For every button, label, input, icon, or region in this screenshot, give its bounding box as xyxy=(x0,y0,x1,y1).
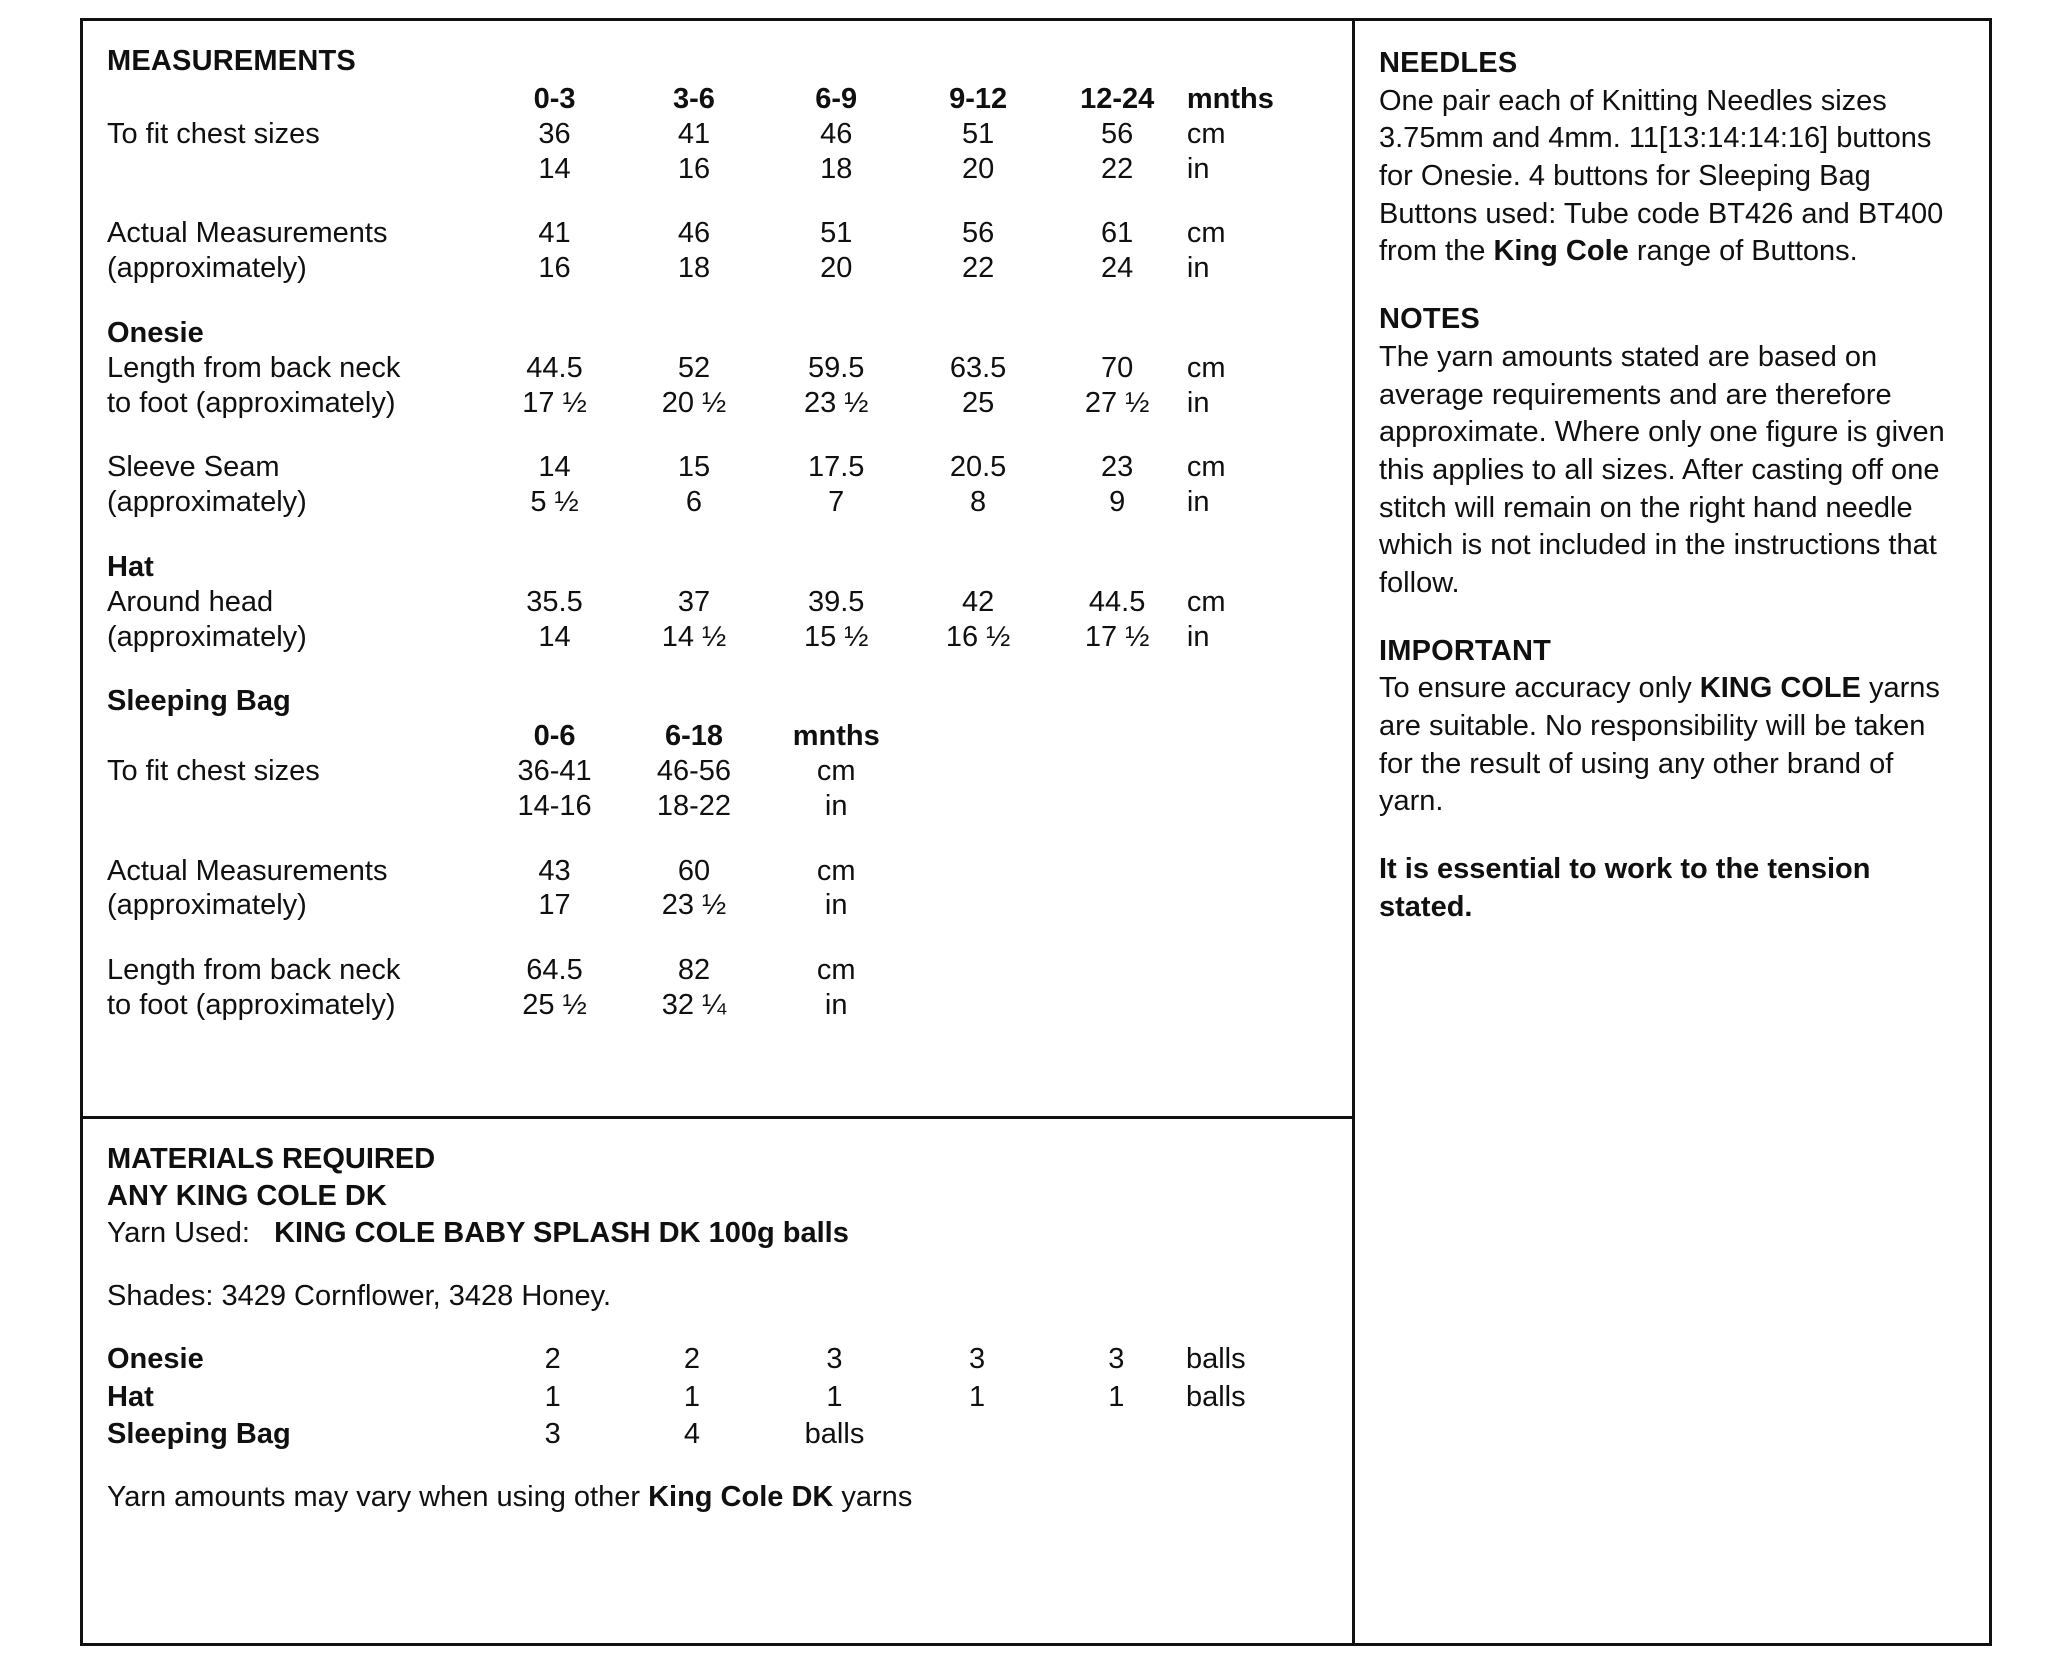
row-value: 61 xyxy=(1101,217,1134,250)
size-header-3: 9-12 xyxy=(949,83,1008,115)
quantity-label: Hat xyxy=(107,1380,154,1413)
quantity-value: 3 xyxy=(969,1343,986,1376)
row-value: 14 xyxy=(538,620,571,653)
footnote-post: yarns xyxy=(833,1480,913,1513)
table-row xyxy=(107,152,1332,187)
table-row xyxy=(107,620,1332,655)
row-value: 23 ½ xyxy=(661,889,727,922)
important-heading: IMPORTANT xyxy=(1379,634,1552,667)
sleeping-bag-subheading: Sleeping Bag xyxy=(107,685,291,718)
materials-heading-line1: MATERIALS REQUIRED xyxy=(107,1143,436,1175)
row-unit: cm xyxy=(1186,585,1226,618)
row-label: To fit chest sizes xyxy=(107,117,320,150)
measurements-section xyxy=(83,21,1352,1119)
row-unit: cm xyxy=(1186,351,1226,384)
row-value: 16 ½ xyxy=(945,620,1011,653)
spacer-row xyxy=(107,186,1332,216)
quantity-unit: balls xyxy=(1185,1380,1246,1413)
row-value: 37 xyxy=(677,585,711,618)
row-value: 52 xyxy=(677,351,711,384)
row-value: 59.5 xyxy=(807,351,865,384)
quantity-unit: balls xyxy=(1185,1343,1246,1376)
sb-size-header-1: 6-18 xyxy=(664,720,723,753)
needles-text-pre: One pair each of Knitting Needles sizes 3.75mm and 4mm. 11[13:14:14:16] buttons for Onesie. 4 buttons for Sleeping Bag Buttons used: Tube code BT426 and BT400 from the xyxy=(1379,84,1944,268)
hat-subheading: Hat xyxy=(107,550,154,583)
tension-note: It is essential to work to the tension stated. xyxy=(1379,853,1871,923)
footnote-brand: King Cole DK xyxy=(648,1480,834,1513)
table-row xyxy=(107,789,1332,824)
row-value: 35.5 xyxy=(526,585,583,618)
row-value: 51 xyxy=(961,117,995,150)
row-value: 23 ½ xyxy=(803,386,869,419)
table-row-subheading xyxy=(107,550,1332,585)
right-column xyxy=(1355,21,1989,1643)
important-brand: KING COLE xyxy=(1699,672,1861,705)
yarn-used-line xyxy=(107,1215,1332,1252)
important-text-pre: To ensure accuracy only xyxy=(1379,672,1700,705)
sb-size-unit-header: mnths xyxy=(792,720,880,753)
table-row xyxy=(107,251,1332,286)
row-unit: cm xyxy=(816,754,856,787)
table-row-header xyxy=(107,719,1332,754)
row-label: to foot (approximately) xyxy=(107,988,396,1021)
row-value: 17 xyxy=(538,889,571,922)
row-value: 20 xyxy=(961,152,995,185)
measurements-table xyxy=(107,82,1332,1023)
needles-heading: NEEDLES xyxy=(1379,47,1518,79)
row-label: Sleeve Seam xyxy=(107,451,280,484)
row-value: 20 xyxy=(820,252,853,285)
quantity-value: 1 xyxy=(1108,1380,1125,1413)
row-value: 5 ½ xyxy=(530,486,579,519)
row-unit: in xyxy=(1186,386,1210,419)
table-row xyxy=(107,1341,1332,1378)
row-value: 16 xyxy=(677,152,711,185)
spacer-row xyxy=(107,654,1332,684)
row-value: 44.5 xyxy=(1088,585,1146,618)
row-value: 15 xyxy=(677,451,711,484)
measurements-heading: MEASUREMENTS xyxy=(107,45,356,77)
row-unit: in xyxy=(1186,486,1210,519)
quantity-value: 1 xyxy=(826,1380,843,1413)
row-value: 36 xyxy=(538,117,571,150)
row-value: 51 xyxy=(820,217,853,250)
quantity-value: 3 xyxy=(1108,1343,1125,1376)
row-value: 20.5 xyxy=(949,451,1007,484)
row-unit: in xyxy=(824,889,848,922)
row-value: 46 xyxy=(677,217,711,250)
row-value: 70 xyxy=(1101,351,1134,384)
quantity-value: 1 xyxy=(544,1380,561,1413)
row-value: 22 xyxy=(961,252,995,285)
yarn-used-value: KING COLE BABY SPLASH DK 100g balls xyxy=(274,1217,849,1250)
row-value: 6 xyxy=(685,486,703,519)
quantity-unit: balls xyxy=(804,1417,865,1450)
important-text-post: yarns are suitable. No responsibility will be taken for the result of using any other brand of yarn. xyxy=(1379,672,1940,818)
row-value: 16 xyxy=(538,252,571,285)
table-row xyxy=(107,216,1332,251)
notes-heading: NOTES xyxy=(1379,303,1480,336)
needles-text xyxy=(1379,83,1953,271)
shades-line: Shades: 3429 Cornflower, 3428 Honey. xyxy=(107,1280,612,1313)
spacer-row xyxy=(107,824,1332,854)
row-value: 20 ½ xyxy=(661,386,727,419)
quantity-value: 1 xyxy=(969,1380,986,1413)
row-unit: in xyxy=(1186,152,1210,185)
onesie-subheading: Onesie xyxy=(107,316,204,349)
size-header-4: 12-24 xyxy=(1080,83,1155,115)
row-value: 8 xyxy=(970,486,987,519)
row-value: 25 xyxy=(961,386,995,419)
table-row xyxy=(107,485,1332,520)
size-header-2: 6-9 xyxy=(815,83,858,115)
row-label: Length from back neck xyxy=(107,954,401,987)
row-value: 27 ½ xyxy=(1084,386,1150,419)
notes-block xyxy=(1379,301,1953,603)
quantity-value: 2 xyxy=(683,1343,700,1376)
row-unit: cm xyxy=(816,954,856,987)
row-unit: cm xyxy=(1186,217,1226,250)
quantity-label: Sleeping Bag xyxy=(107,1417,291,1450)
row-label: (approximately) xyxy=(107,486,307,519)
row-unit: in xyxy=(824,789,848,822)
yarn-footnote xyxy=(107,1479,1332,1516)
row-label xyxy=(107,789,485,824)
row-value: 42 xyxy=(961,585,995,618)
important-block xyxy=(1379,633,1953,927)
quantity-label: Onesie xyxy=(107,1343,204,1376)
size-header-1: 3-6 xyxy=(673,83,715,115)
size-header-0: 0-3 xyxy=(533,83,576,115)
row-unit: cm xyxy=(816,854,856,887)
row-value: 18 xyxy=(677,252,711,285)
row-label: (approximately) xyxy=(107,252,307,285)
table-row xyxy=(107,888,1332,923)
spacer-row xyxy=(107,923,1332,953)
table-row xyxy=(107,953,1332,988)
table-row xyxy=(107,351,1332,386)
row-value: 46-56 xyxy=(656,754,732,787)
row-label: (approximately) xyxy=(107,620,307,653)
row-label: Length from back neck xyxy=(107,351,401,384)
row-label: To fit chest sizes xyxy=(107,754,320,787)
needles-brand: King Cole xyxy=(1493,235,1629,268)
spacer-row xyxy=(107,420,1332,450)
row-value: 14 xyxy=(538,152,571,185)
row-label: Actual Measurements xyxy=(107,217,388,250)
table-row xyxy=(107,585,1332,620)
spacer-row xyxy=(107,520,1332,550)
notes-text: The yarn amounts stated are based on average requirements and are therefore approximate. Where only one figure is given this applies to all sizes. After casting off one stitch will remain on the right hand needle which is not included in the instructions that follow. xyxy=(1379,340,1945,599)
sb-size-header-0: 0-6 xyxy=(533,720,576,753)
row-value: 44.5 xyxy=(526,351,583,384)
table-row-subheading xyxy=(107,316,1332,351)
table-row xyxy=(107,386,1332,421)
row-value: 17.5 xyxy=(807,451,865,484)
quantity-value: 3 xyxy=(826,1343,843,1376)
row-label: (approximately) xyxy=(107,889,307,922)
footnote-pre: Yarn amounts may vary when using other xyxy=(107,1480,649,1513)
row-value: 18-22 xyxy=(656,789,732,822)
quantity-value: 4 xyxy=(683,1417,700,1450)
row-value: 14-16 xyxy=(517,789,592,822)
row-value: 18 xyxy=(820,152,853,185)
yarn-quantities-table xyxy=(107,1341,1332,1452)
quantity-value: 2 xyxy=(544,1343,561,1376)
table-row xyxy=(107,1379,1332,1416)
row-value: 56 xyxy=(961,217,995,250)
table-row xyxy=(107,754,1332,789)
row-value: 22 xyxy=(1101,152,1134,185)
row-value: 41 xyxy=(677,117,711,150)
row-value: 15 ½ xyxy=(803,620,869,653)
table-row xyxy=(107,117,1332,152)
table-row xyxy=(107,988,1332,1023)
row-value: 9 xyxy=(1109,486,1126,519)
spacer-row xyxy=(107,286,1332,316)
quantity-value: 1 xyxy=(683,1380,700,1413)
row-unit: cm xyxy=(1186,451,1226,484)
needles-text-post: range of Buttons. xyxy=(1628,235,1858,268)
row-unit: in xyxy=(1186,620,1210,653)
row-value: 39.5 xyxy=(807,585,865,618)
row-value: 14 ½ xyxy=(661,620,727,653)
row-label: Around head xyxy=(107,585,274,618)
row-value: 41 xyxy=(538,217,571,250)
row-value: 43 xyxy=(538,854,571,887)
row-value: 14 xyxy=(538,451,571,484)
needles-block xyxy=(1379,45,1953,271)
table-row-subheading xyxy=(107,684,1332,719)
yarn-used-label: Yarn Used: xyxy=(107,1217,250,1250)
left-column xyxy=(83,21,1355,1643)
row-value: 25 ½ xyxy=(522,988,587,1021)
important-text xyxy=(1379,670,1953,821)
pattern-frame xyxy=(80,18,1992,1646)
row-label xyxy=(107,152,485,187)
table-row-header xyxy=(107,82,1332,117)
row-value: 36-41 xyxy=(517,754,592,787)
row-value: 60 xyxy=(677,854,711,887)
quantity-value: 3 xyxy=(544,1417,561,1450)
row-value: 7 xyxy=(828,486,845,519)
empty-cell xyxy=(107,719,485,754)
row-unit: in xyxy=(1186,252,1210,285)
row-value: 82 xyxy=(677,954,711,987)
row-value: 56 xyxy=(1101,117,1134,150)
materials-section xyxy=(83,1119,1352,1643)
row-unit: cm xyxy=(1186,117,1226,150)
row-value: 64.5 xyxy=(526,954,583,987)
materials-heading-line2: ANY KING COLE DK xyxy=(107,1180,387,1213)
row-unit: in xyxy=(824,988,848,1021)
row-value: 23 xyxy=(1101,451,1134,484)
row-value: 63.5 xyxy=(949,351,1007,384)
row-value: 32 ¼ xyxy=(661,988,727,1021)
size-unit-header: mnths xyxy=(1186,83,1274,115)
row-value: 24 xyxy=(1101,252,1134,285)
row-label: Actual Measurements xyxy=(107,854,388,887)
empty-cell xyxy=(107,82,485,117)
table-row xyxy=(107,1416,1332,1453)
table-row xyxy=(107,450,1332,485)
table-row xyxy=(107,854,1332,889)
row-value: 17 ½ xyxy=(1084,620,1150,653)
row-value: 46 xyxy=(820,117,853,150)
row-label: to foot (approximately) xyxy=(107,386,396,419)
row-value: 17 ½ xyxy=(522,386,587,419)
